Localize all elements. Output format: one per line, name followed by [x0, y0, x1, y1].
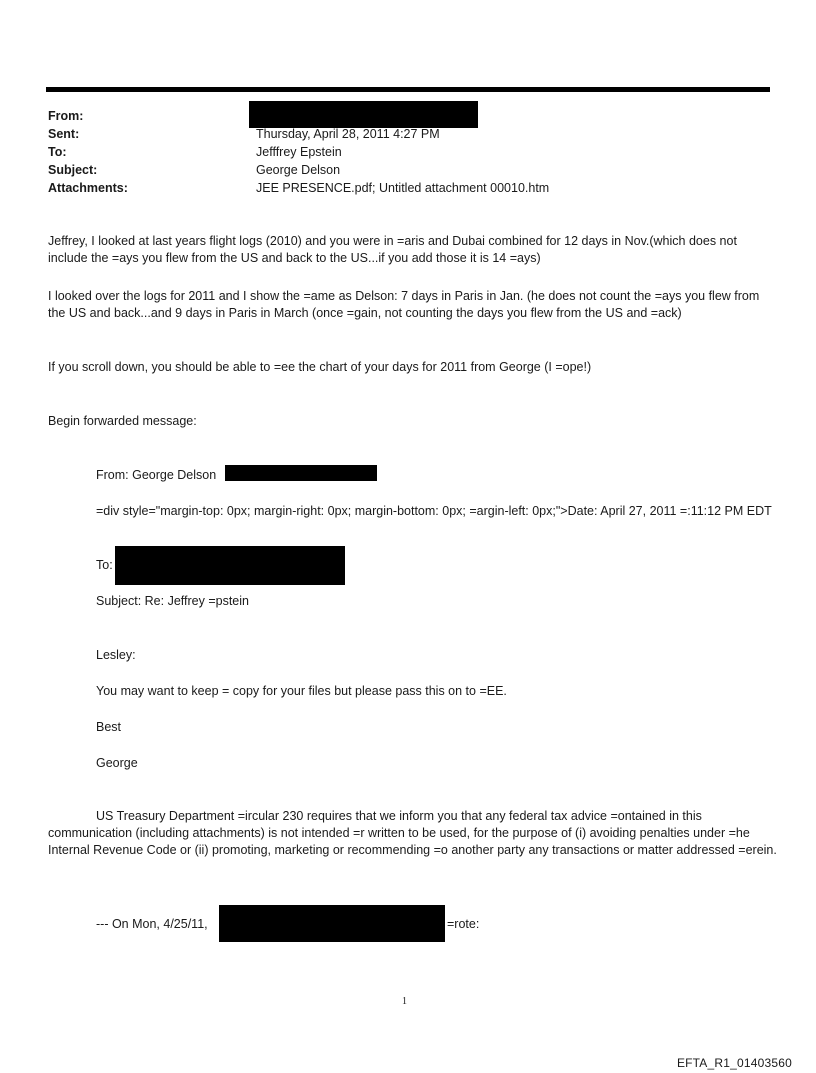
forwarded-to: To: [96, 558, 113, 572]
wrote-prefix: --- On Mon, 4/25/11, [96, 917, 208, 931]
document-id: EFTA_R1_01403560 [676, 1056, 792, 1070]
forwarded-from: From: George Delson [96, 468, 217, 482]
sent-value: Thursday, April 28, 2011 4:27 PM [256, 127, 440, 141]
sent-label: Sent: [48, 127, 80, 141]
page-number: 1 [402, 996, 407, 1007]
attachments-label: Attachments: [48, 181, 128, 195]
forwarded-subject: Subject: Re: Jeffrey =pstein [96, 594, 249, 608]
body-paragraph-2: I looked over the logs for 2011 and I show the =ame as Delson: 7 days in Paris in Jan. (he does not count the =ays you flew from the US and back...and 9 days in Paris in March (once =gain, not counting the days you flew from the US and =ack) [48, 289, 760, 320]
wrote-suffix: =rote: [447, 917, 480, 931]
subject-value: George Delson [256, 163, 341, 177]
redaction-block [115, 546, 345, 585]
from-label: From: [48, 109, 84, 123]
redaction-block [219, 905, 445, 942]
to-label: To: [48, 145, 67, 159]
redaction-block [249, 101, 478, 128]
forwarded-signature: George [96, 756, 138, 770]
forwarded-intro: Begin forwarded message: [48, 414, 197, 428]
forwarded-date-line: =div style="margin-top: 0px; margin-right: 0px; margin-bottom: 0px; =argin-left: 0px;">Date: April 27, 2011 =:11:12 PM EDT [96, 504, 772, 518]
subject-label: Subject: [48, 163, 98, 177]
header-rule [46, 87, 770, 92]
attachments-value: JEE PRESENCE.pdf; Untitled attachment 00010.htm [256, 181, 550, 195]
disclaimer-paragraph: US Treasury Department =ircular 230 requires that we inform you that any federal tax advice =ontained in this communication (including attachments) is not intended =r written to be used, for the purpose of (i) avoiding penalties under =he Internal Revenue Code or (ii) promoting, marketing or recommending =o another party any transactions or matter addressed =erein. [48, 809, 777, 857]
forwarded-greeting: Lesley: [96, 648, 136, 662]
to-value: Jefffrey Epstein [256, 145, 342, 159]
body-paragraph-1: Jeffrey, I looked at last years flight logs (2010) and you were in =aris and Dubai combined for 12 days in Nov.(which does not include the =ays you flew from the US and back to the US...if you add those it is 14 =ays) [48, 234, 737, 265]
redaction-block [225, 465, 377, 481]
forwarded-message: You may want to keep = copy for your files but please pass this on to =EE. [96, 684, 507, 698]
body-paragraph-3: If you scroll down, you should be able to =ee the chart of your days for 2011 from George (I =ope!) [48, 360, 592, 374]
forwarded-closing: Best [96, 720, 122, 734]
